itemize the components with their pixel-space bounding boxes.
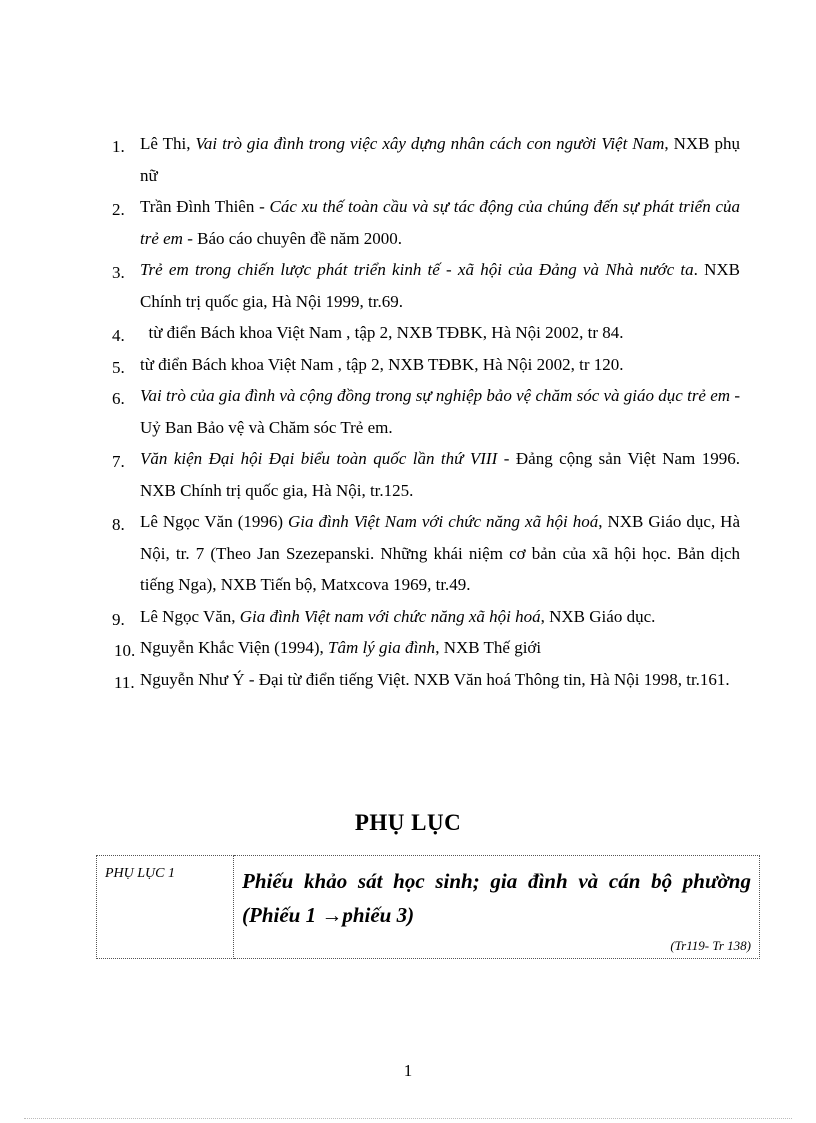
reference-title: Gia đình Việt nam với chức năng xã hội hoá [239,606,541,626]
reference-item [112,380,745,443]
reference-title: Vai trò gia đình trong việc xây dựng nhân cách con người Việt Nam [195,134,665,153]
reference-text: Lê Ngọc Văn, [140,606,240,626]
reference-number: 9. [112,609,125,629]
reference-number: 4. [112,326,125,345]
reference-item [112,317,740,349]
reference-number: 8. [112,515,125,534]
reference-number: 11. [114,672,135,692]
reference-item [112,349,740,381]
reference-number: 3. [112,263,125,282]
reference-item [112,128,745,191]
reference-text: - Đảng cộng sản Việt Nam 1996. NXB Chính trị quốc gia, Hà Nội, tr.125. [140,449,745,500]
reference-text: từ điển Bách khoa Việt Nam , tập 2, NXB TĐBK, Hà Nội 2002, tr 84. [140,323,624,342]
reference-number: 6. [112,389,125,408]
appendix-cell [234,856,760,959]
reference-title: Các xu thế toàn cầu và sự tác động của chúng đến sự phát triển của trẻ em - [140,197,745,248]
reference-text: - Uỷ Ban Bảo vệ và Chăm sóc Trẻ em. [140,386,745,437]
reference-text: Lê Thi, [140,134,196,153]
reference-text: , NXB Thế giới [435,638,542,657]
reference-item [112,443,745,506]
reference-text: Lê Ngọc Văn (1996) [140,512,289,531]
reference-text: . NXB Chính trị quốc gia, Hà Nội 1999, tr.69. [140,260,745,311]
reference-number: 7. [112,452,125,471]
appendix-pages: (Tr119- Tr 138) [670,938,751,953]
reference-number: 1. [112,137,125,156]
reference-text: , NXB Giáo dục. [540,606,656,626]
reference-item [112,254,745,317]
reference-number: 5. [112,357,125,377]
reference-item [112,506,745,601]
reference-text: từ điển Bách khoa Việt Nam , tập 2, NXB TĐBK, Hà Nội 2002, tr 120. [140,354,624,374]
appendix-label: PHỤ LỤC 1 [97,856,234,959]
reference-item [112,601,740,633]
reference-title: Văn kiện Đại hội Đại biểu toàn quốc lần thứ VIII [140,449,498,468]
reference-text: , NXB Giáo dục, Hà Nội, tr. 7 (Theo Jan Szezepanski. Những khái niệm cơ bản của xã hội học. Bản dịch tiếng Nga), NXB Tiến bộ, Matxcova 1969, tr.49. [140,512,745,594]
appendix-description: Phiếu khảo sát học sinh; gia đình và cán bộ phường (Phiếu 1 →phiếu 3) [242,869,751,927]
reference-text: , NXB phụ nữ [140,134,745,185]
reference-list [112,128,745,695]
reference-number: 2. [112,200,125,219]
reference-item [112,664,740,696]
reference-item [112,632,740,664]
reference-text: Nguyễn Như Ý - Đại từ điển tiếng Việt. NXB Văn hoá Thông tin, Hà Nội 1998, tr.161. [140,669,730,689]
reference-title: Gia đình Việt Nam với chức năng xã hội hoá [288,512,599,531]
appendix-table [96,855,760,959]
reference-text: Báo cáo chuyên đề năm 2000. [192,228,403,248]
reference-title: Vai trò của gia đình và cộng đồng trong sự nghiệp bảo vệ chăm sóc và giáo dục trẻ em [140,386,731,405]
reference-number: 10. [114,641,136,660]
reference-title: Trẻ em trong chiến lược phát triển kinh tế - xã hội của Đảng và Nhà nước ta [140,260,694,279]
appendix-title: PHỤ LỤC [354,810,462,835]
reference-text: Nguyễn Khắc Viện (1994), [140,638,328,657]
page-number: 1 [403,1061,413,1080]
reference-text: Trần Đình Thiên - [140,197,270,216]
reference-title: Tâm lý gia đình [327,638,436,657]
footer-divider [24,1118,792,1119]
table-row [97,856,760,959]
reference-item [112,191,745,254]
